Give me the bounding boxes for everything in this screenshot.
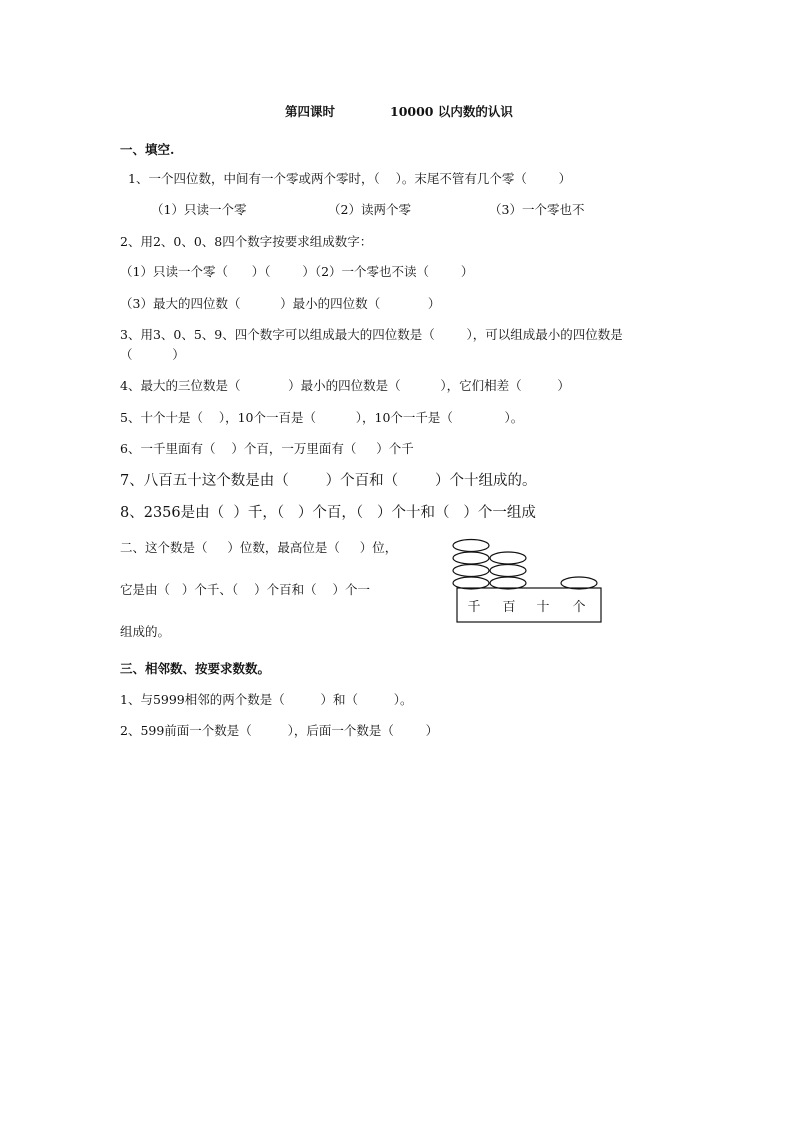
question-6: 6、一千里面有（ ）个百，一万里面有（ ）个千 (120, 441, 414, 456)
question-8: 8、2356是由（ ）千，（ ）个百，（ ）个十和（ ）个一组成 (120, 505, 536, 521)
section3-heading: 三、相邻数、按要求数数。 (120, 661, 271, 676)
section3-question-1: 1、与5999相邻的两个数是（ ）和（ ）。 (120, 692, 413, 707)
question-5: 5、十个十是（ ），10个一百是（ ），10个一千是（ ）。 (120, 410, 524, 425)
abacus-bead-ones (561, 577, 597, 589)
abacus-diagram (445, 537, 610, 627)
question-1: 1、一个四位数，中间有一个零或两个零时，（ ）。末尾不管有几个零（ ） (128, 171, 572, 186)
page-title: 10000 以内数的认识 (390, 104, 513, 119)
place-label-tens: 十 (536, 600, 550, 615)
abacus-bead-hundreds (490, 577, 526, 589)
place-label-thousands: 千 (467, 600, 481, 615)
question-3-line-1: 3、用3、0、5、9、四个数字可以组成最大的四位数是（ ），可以组成最小的四位数是 (120, 327, 623, 342)
question-3-line-2: （ ） (120, 347, 185, 362)
section2-line-3: 组成的。 (120, 624, 171, 639)
abacus-bead-thousands (453, 540, 489, 552)
question-2: 2、用2、0、0、8四个数字按要求组成数字： (120, 234, 373, 249)
lesson-label: 第四课时 (285, 104, 336, 119)
question-1-option-3: （3）一个零也不 (489, 202, 585, 217)
question-4: 4、最大的三位数是（ ）最小的四位数是（ ），它们相差（ ） (120, 378, 570, 393)
section2-line-1: 二、这个数是（ ）位数，最高位是（ ）位， (120, 540, 398, 555)
question-2-part-a: （1）只读一个零（ ）（ ）（2）一个零也不读（ ） (120, 264, 474, 279)
section3-question-2: 2、599前面一个数是（ ），后面一个数是（ ） (120, 723, 439, 738)
abacus-bead-thousands (453, 552, 489, 564)
place-label-ones: 个 (572, 600, 586, 615)
abacus-beads (453, 540, 597, 590)
question-1-option-1: （1）只读一个零 (151, 202, 247, 217)
abacus-bead-thousands (453, 577, 489, 589)
question-7: 7、八百五十这个数是由（ ）个百和（ ）个十组成的。 (120, 473, 537, 489)
abacus-bead-hundreds (490, 552, 526, 564)
section1-heading: 一、填空. (120, 142, 175, 157)
section2-line-2: 它是由（ ）个千、（ ）个百和（ ）个一 (120, 582, 370, 597)
abacus-bead-hundreds (490, 565, 526, 577)
place-label-hundreds: 百 (502, 600, 516, 615)
abacus-bead-thousands (453, 565, 489, 577)
question-2-part-b: （3）最大的四位数（ ）最小的四位数（ ） (120, 296, 441, 311)
question-1-option-2: （2）读两个零 (328, 202, 411, 217)
